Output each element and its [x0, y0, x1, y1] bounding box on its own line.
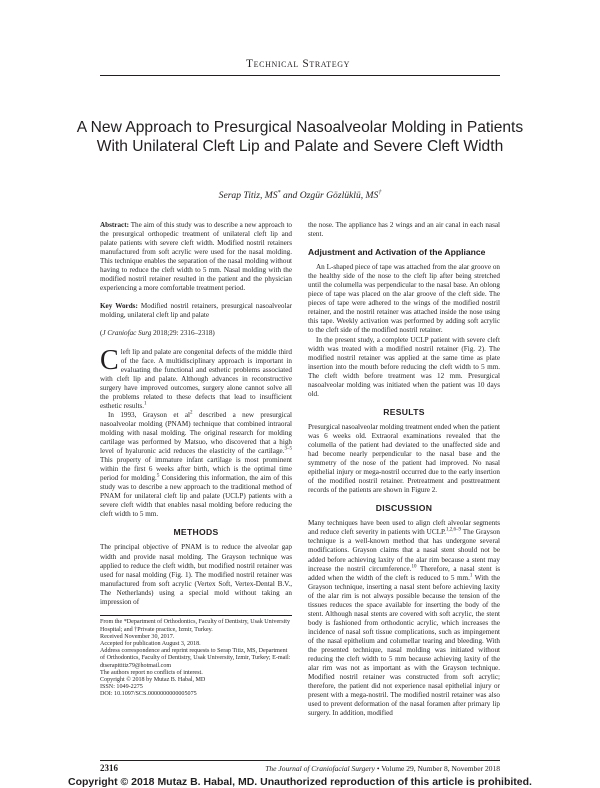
- journal-issue: • Volume 29, Number 8, November 2018: [374, 764, 500, 773]
- methods-paragraph: The principal objective of PNAM is to reduce the alveolar gap width and provide nasal molding. The Grayson technique was applied to reduce the cleft width, but modified nostril retainer was used for nasal molding (Fig. 1). The modified nostril retainer was manufactured from soft acrylic (Vertex Soft, Vertex-Dental B.V., The Netherlands) using a special mold without taking an impression of: [100, 543, 292, 606]
- abstract-label: Abstract:: [100, 221, 129, 229]
- discussion-paragraph: Many techniques have been used to align cleft alveolar segments and reduce cleft severity in patients with UCLP.$^{1,2,6-9}$ The Grayson technique is a well-known method that has undergone several modifications. Grayson claims that a nasal stent should not be added before achieving laxity of the alar rim because a stent may increase the nostril circumference.$^{10}$ Therefore, a nasal stent is added when the width of the cleft is reduced to 5 mm.$^1$ With the Grayson technique, inserting a nasal stent before achieving laxity of the alar rim is not always possible because the tension of the tissues reduces the space available for inserting the body of the stent. Although nasal stents are covered with soft acrylic, the stent body is fashioned from orthodontic acrylic, which increases the incidence of nasal soft tissue complications, such as impingement of the nasal epithelium and columellar tearing and bleeding. With the presented technique, nasal molding was initiated without reducing the cleft width to 5 mm because achieving laxity of the alar rim was not as important as with the Grayson technique. Modified nostril retainer was constructed from soft acrylic; therefore, the patient did not experience nasal epithelial injury or present with a mega-nostril. The modified nostril retainer was also used to prevent deformation of the nasal foramen after primary lip surgery. In addition, modified: [308, 519, 500, 718]
- author-2-mark: †: [378, 189, 382, 196]
- footnote-line: ISSN: 1049-2275: [100, 684, 143, 691]
- copyright-notice: Copyright © 2018 Mutaz B. Habal, MD. Unauthorized reproduction of this article is prohibited.: [68, 776, 532, 788]
- author-1-mark: *: [277, 189, 281, 196]
- section-label: Technical Strategy: [246, 58, 350, 70]
- footnote-line: Received November 30, 2017.: [100, 633, 175, 640]
- citation-details: 2018;29: 2316–2318): [151, 329, 215, 338]
- methods-heading: METHODS: [173, 527, 219, 538]
- footnotes: [100, 619, 292, 698]
- footnote-line: From the *Department of Orthodontics, Faculty of Dentistry, Usak University Hospital; and †Private practice, Izmir, Turkey.: [100, 619, 291, 633]
- citation: (J Craniofac Surg 2018;29: 2316–2318): [100, 329, 215, 338]
- intro-paragraph-1: Cleft lip and palate are congenital defects of the middle third of the face. A multidisciplinary approach is important in evaluating the functional and esthetic problems associated with cleft lip and palate. Although advances in reconstructive surgery have improved outcomes, surgery alone cannot solve all the problems related to these defects that lead to insufficient esthetic results.$^1$: [100, 344, 292, 410]
- author-2: Ozgür Gözlüklü, MS: [299, 190, 379, 201]
- right-column: [308, 221, 500, 718]
- adjustment-heading: Adjustment and Activation of the Appliance: [308, 247, 486, 258]
- keywords: [100, 302, 292, 320]
- footnote-rule: [100, 615, 292, 616]
- results-paragraph: Presurgical nasoalveolar molding treatment ended when the patient was 6 weeks old. Extraoral examinations revealed that the columella of the patient had deviated to the unaffected side and had become nearly perpendicular to the nasal base and the symmetry of the nose of the patient had improved. No nasal epithelial injury or mega-nostril occurred due to the early insertion of the modified nostril retainer. Pretreatment and posttreatment records of the patients are shown in Figure 2.: [308, 422, 501, 495]
- results-heading: RESULTS: [383, 406, 425, 417]
- footer-rule: [100, 760, 500, 761]
- adjustment-paragraph-2: In the present study, a complete UCLP patient with severe cleft width was treated with a modified nostril retainer (Fig. 2). The modified nostril retainer was applied at the same time as plate insertion into the mouth before reducing the cleft width to 5 mm. The cleft width before treatment was 12 mm. Presurgical nasoalveolar molding was initiated when the patient was 10 days old.: [308, 335, 500, 398]
- keywords-text: Modified nostril retainers, presurgical nasoalveolar molding, unilateral cleft lip and palate: [100, 302, 292, 320]
- methods-continuation: the nose. The appliance has 2 wings and an air canal in each nasal stent.: [308, 221, 500, 239]
- footnote-line: Accepted for publication August 3, 2018.: [100, 640, 201, 647]
- page-number: 2316: [100, 763, 118, 773]
- intro-paragraph-2: In 1993, Grayson et $al^2$ described a new presurgical nasoalveolar molding (PNAM) technique that combined intraoral molding with nasal molding. The original research for molding cartilage was performed by Matsuo, who discovered that a high level of hyaluronic acid reduces the elasticity of the cartilage.$^{3-5}$ This property of immature infant cartilage is most prominent within the first 6 weeks after birth, which is the optimal time period for molding.$^5$ Considering this information, the aim of this study was to describe a new approach to the traditional method of PNAM for unilateral cleft lip and palate (UCLP) patients with a severe cleft width that enables nasal molding before reducing the cleft width to 5 mm.: [100, 410, 292, 519]
- article-title: A New Approach to Presurgical Nasoalveolar Molding in Patients With Unilateral Cleft Lip and Palate and Severe Cleft Width: [76, 119, 524, 155]
- adjustment-paragraph-1: An L-shaped piece of tape was attached from the alar groove on the healthy side of the nose to the cleft lip after being stretched until the columella was perpendicular to the nasal base. An oblong piece of tape was placed on the alar groove of the cleft side. The pieces of tape were adhered to the wings of the modified nostril retainer, and the nostril retainer was attached inside the nose using this tape. Weekly activation was performed by adding soft acrylic to the cleft side of the modified nostril retainer.: [308, 263, 500, 335]
- citation-journal: J Craniofac Surg: [102, 329, 152, 338]
- header-rule: [100, 75, 500, 76]
- author-connector: and: [280, 190, 300, 201]
- abstract: [100, 221, 292, 293]
- abstract-text: The aim of this study was to describe a new approach to the presurgical orthopedic treatment of unilateral cleft lip and palate patients with severe cleft width. Modified nostril retainers manufactured from soft acrylic were used for the nasal molding. This technique enables the separation of the nasal molding without having to reduce the cleft width to 5 mm. Nasal molding with the modified nostril retainer resulted in the patient and the physician experiencing a more comfortable treatment period.: [100, 221, 292, 293]
- left-column: [100, 221, 292, 699]
- footnote-line: Address correspondence and reprint requests to Serap Titiz, MS, Department of Orthodontics, Faculty of Dentistry, Usak University, Izmir, Turkey; E-mail: dtserapititiz79@hotmail.com: [100, 648, 291, 669]
- authors: [100, 190, 500, 201]
- journal-name: The Journal of Craniofacial Surgery: [265, 764, 375, 773]
- keywords-label: Key Words:: [100, 302, 138, 311]
- footnote-line: DOI: 10.1097/SCS.0000000000005075: [100, 691, 197, 698]
- footnote-line: The authors report no conflicts of interest.: [100, 669, 203, 676]
- journal-info: [265, 764, 500, 773]
- footnote-line: Copyright © 2018 by Mutaz B. Habal, MD: [100, 677, 206, 683]
- author-1: Serap Titiz, MS: [218, 190, 278, 201]
- drop-cap: C: [100, 344, 119, 376]
- discussion-heading: DISCUSSION: [375, 503, 433, 514]
